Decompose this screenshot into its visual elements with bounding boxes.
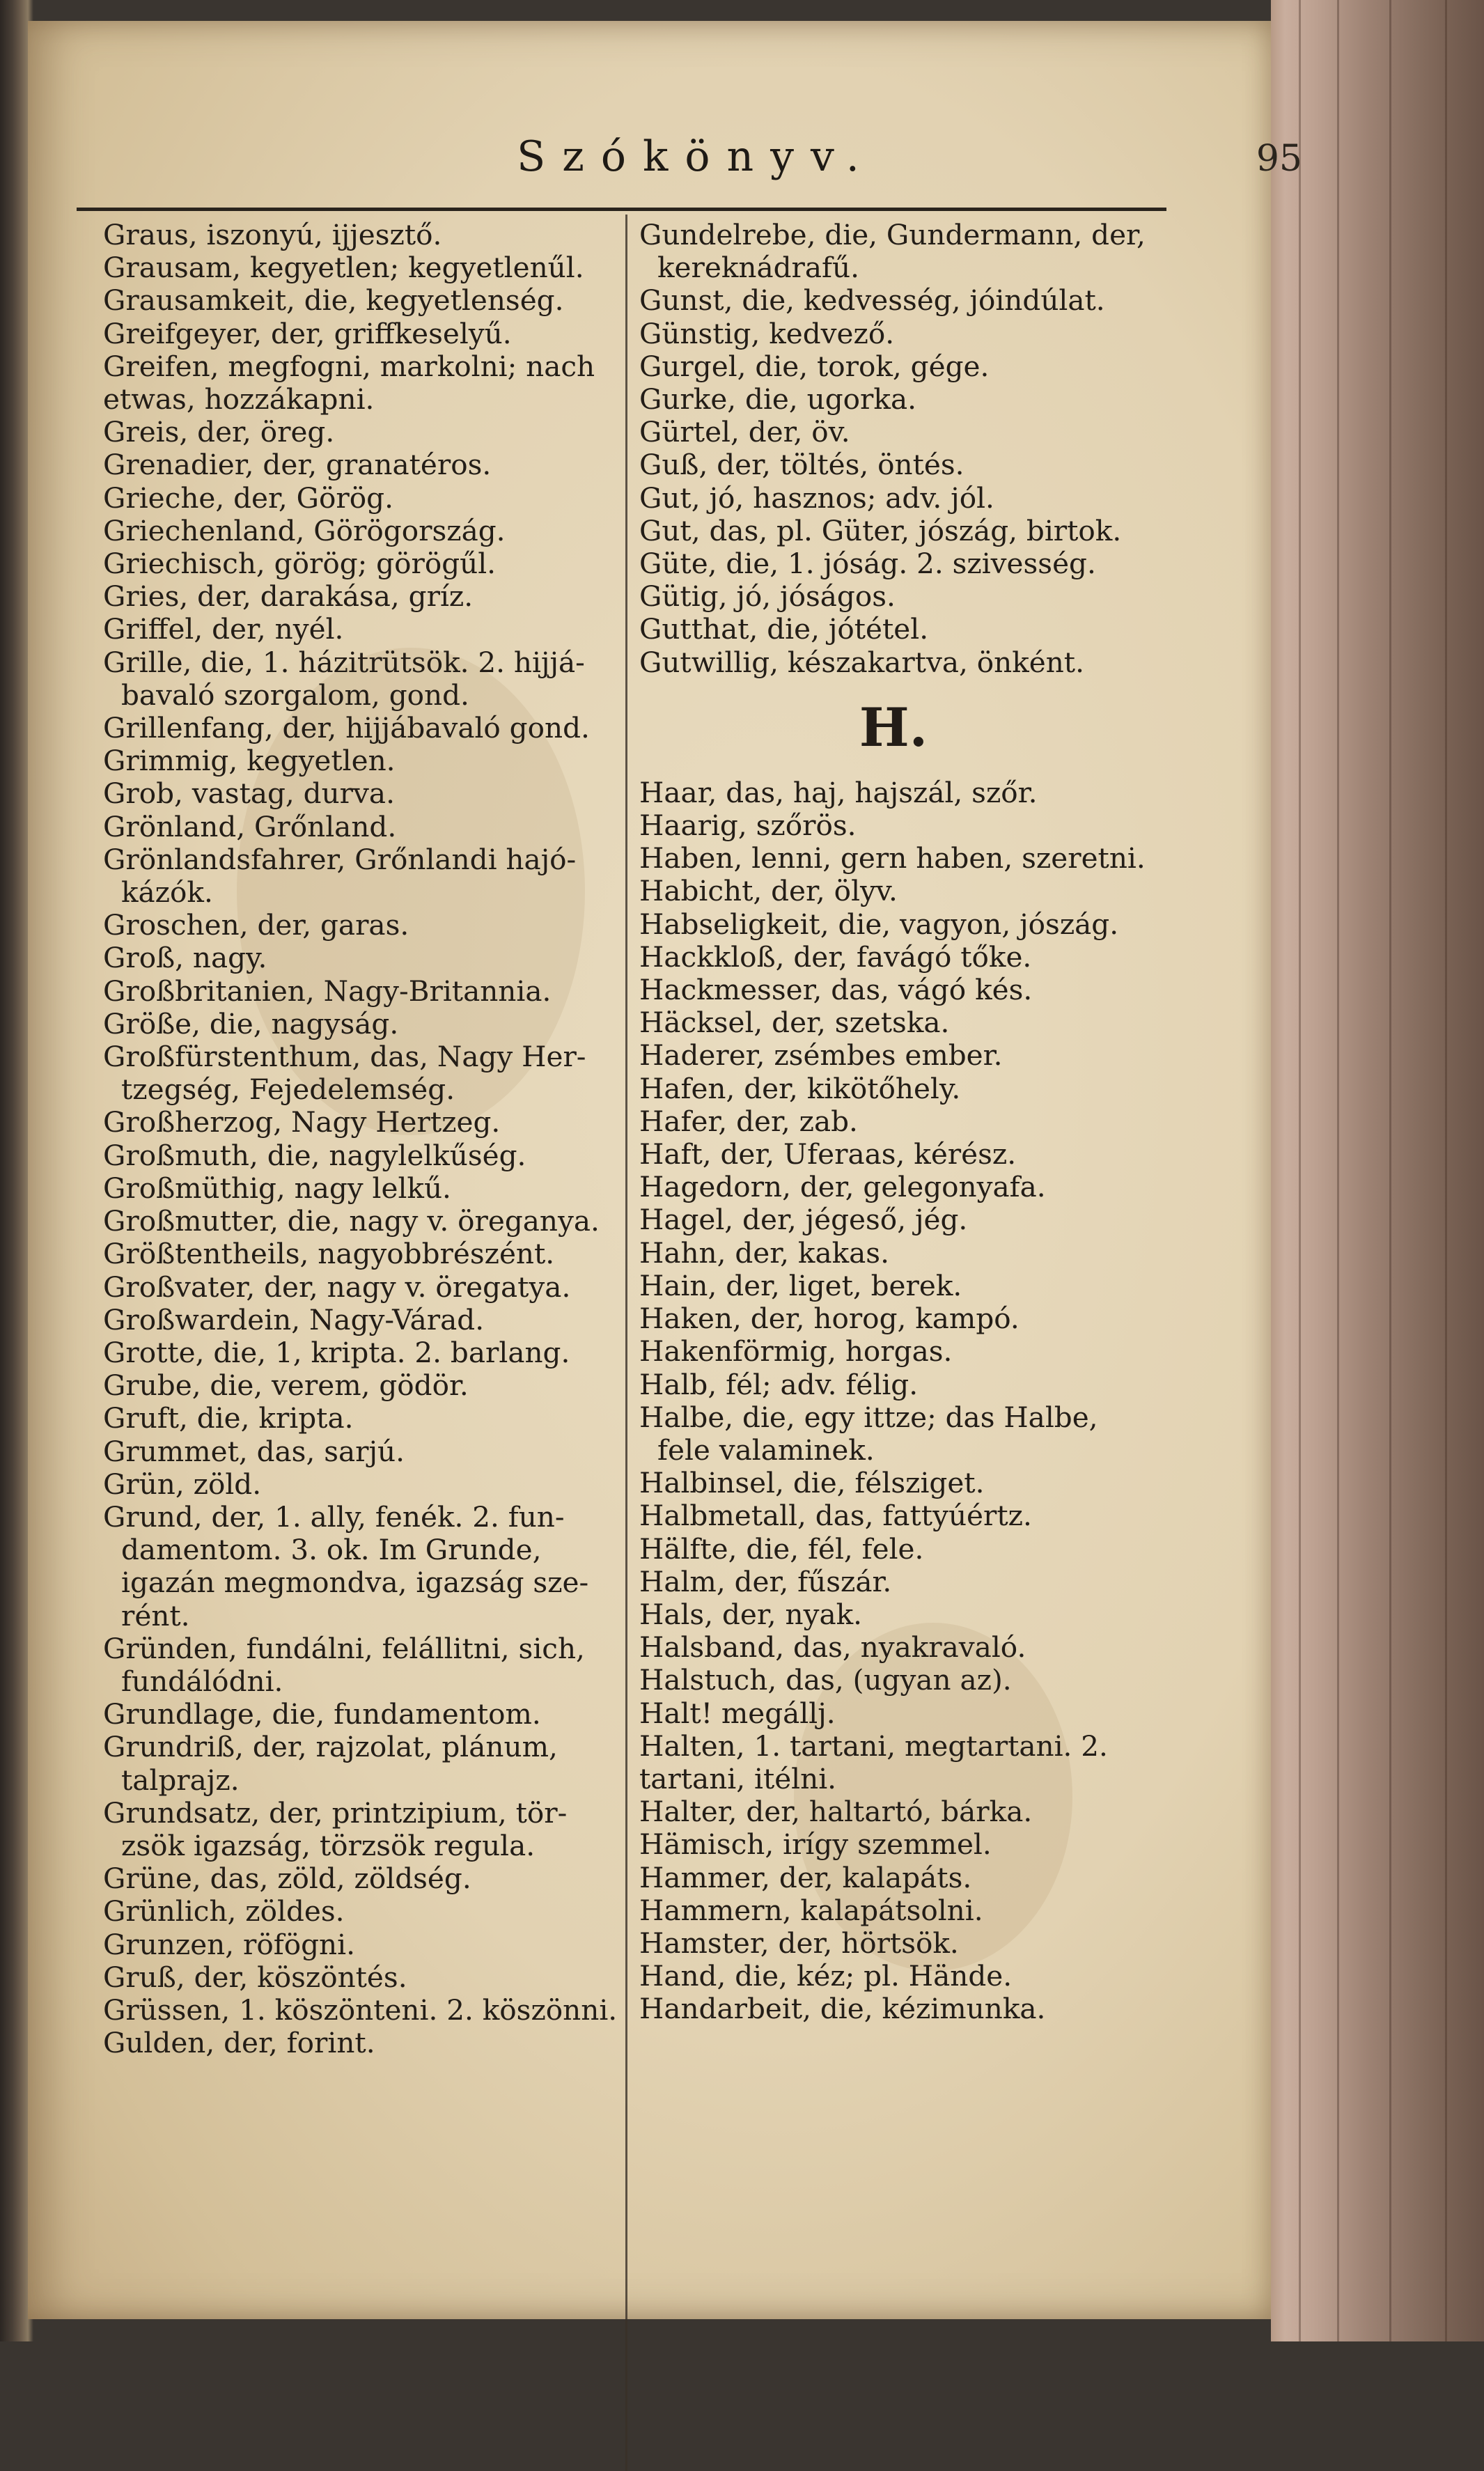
dictionary-entry-line: Hafer, der, zab. xyxy=(639,1104,858,1138)
dictionary-entry-line: Gruft, die, kripta. xyxy=(103,1401,354,1435)
dictionary-entry-line: Großfürstenthum, das, Nagy Her- xyxy=(103,1040,586,1074)
dictionary-entry-line: Hahn, der, kakas. xyxy=(639,1236,889,1270)
dictionary-page xyxy=(28,21,1302,2319)
dictionary-entry-line: Habseligkeit, die, vagyon, jószág. xyxy=(639,907,1119,941)
dictionary-entry-line: Gurgel, die, torok, gége. xyxy=(639,349,990,383)
dictionary-entry-line: Hakenförmig, horgas. xyxy=(639,1334,953,1369)
dictionary-entry-line: Gurke, die, ugorka. xyxy=(639,382,916,416)
dictionary-entry-line: Halm, der, fűszár. xyxy=(639,1564,892,1598)
dictionary-entry-line: Gründen, fundálni, felállitni, sich, xyxy=(103,1631,585,1665)
dictionary-entry-line: Groschen, der, garas. xyxy=(103,908,409,942)
dictionary-entry-line: Graus, iszonyú, ijjesztő. xyxy=(103,218,442,251)
dictionary-entry-line: Grönland, Grőnland. xyxy=(103,809,397,843)
dictionary-entry-line: Grund, der, 1. ally, fenék. 2. fun- xyxy=(103,1499,565,1534)
dictionary-entry-line: Größe, die, nagyság. xyxy=(103,1006,399,1040)
dictionary-entry-line: Halten, 1. tartani, megtartani. 2. xyxy=(639,1729,1108,1763)
dictionary-entry-line: Griechenland, Görögország. xyxy=(103,513,506,547)
dictionary-entry-line: Gürtel, der, öv. xyxy=(639,415,850,449)
dictionary-entry-line: fundálódni. xyxy=(121,1664,283,1698)
dictionary-entry-line: Grün, zöld. xyxy=(103,1467,262,1501)
dictionary-entry-line: Großherzog, Nagy Hertzeg. xyxy=(103,1105,501,1139)
dictionary-entry-line: Halb, fél; adv. félig. xyxy=(639,1367,919,1401)
dictionary-entry-line: Halter, der, haltartó, bárka. xyxy=(639,1795,1033,1829)
dictionary-entry-line: Guß, der, töltés, öntés. xyxy=(639,448,964,482)
dictionary-entry-line: Hagedorn, der, gelegonyafa. xyxy=(639,1170,1046,1204)
dictionary-entry-line: bavaló szorgalom, gond. xyxy=(121,678,469,712)
right-column-h-entries xyxy=(639,777,1189,2026)
dictionary-entry-line: Hammern, kalapátsolni. xyxy=(639,1893,983,1927)
dictionary-entry-line: Greifen, megfogni, markolni; nach xyxy=(103,349,595,383)
dictionary-entry-line: Grüssen, 1. köszönteni. 2. köszönni. xyxy=(103,1993,618,2027)
dictionary-entry-line: Groß, nagy. xyxy=(103,941,267,975)
dictionary-entry-line: rént. xyxy=(121,1598,190,1632)
dictionary-entry-line: Grönlandsfahrer, Grőnlandi hajó- xyxy=(103,842,577,876)
dictionary-entry-line: Griffel, der, nyél. xyxy=(103,612,344,646)
dictionary-entry-line: Gundelrebe, die, Gundermann, der, xyxy=(639,218,1146,251)
dictionary-entry-line: Haar, das, haj, hajszál, szőr. xyxy=(639,775,1038,809)
dictionary-entry-line: Greifgeyer, der, griffkeselyű. xyxy=(103,316,512,350)
dictionary-entry-line: Hand, die, kéz; pl. Hände. xyxy=(639,1959,1013,1993)
dictionary-entry-line: Halsband, das, nyakravaló. xyxy=(639,1630,1026,1665)
dictionary-entry-line: Großmuth, die, nagylelkűség. xyxy=(103,1138,526,1172)
dictionary-entry-line: Habicht, der, ölyv. xyxy=(639,874,898,908)
dictionary-entry-line: Hälfte, die, fél, fele. xyxy=(639,1531,924,1566)
dictionary-entry-line: Hals, der, nyak. xyxy=(639,1597,863,1631)
dictionary-entry-line: Hämisch, irígy szemmel. xyxy=(639,1827,992,1862)
dictionary-entry-line: Grünlich, zöldes. xyxy=(103,1894,345,1928)
dictionary-entry-line: Griechisch, görög; görögűl. xyxy=(103,547,497,581)
dictionary-entry-line: igazán megmondva, igazság sze- xyxy=(121,1566,589,1600)
dictionary-entry-line: Handarbeit, die, kézimunka. xyxy=(639,1992,1046,2026)
dictionary-entry-line: kereknádrafű. xyxy=(657,251,859,285)
dictionary-entry-line: Grube, die, verem, gödör. xyxy=(103,1369,469,1403)
dictionary-entry-line: tzegség, Fejedelemség. xyxy=(121,1073,455,1107)
dictionary-entry-line: Haben, lenni, gern haben, szeretni. xyxy=(639,841,1146,875)
dictionary-entry-line: Halbe, die, egy ittze; das Halbe, xyxy=(639,1400,1098,1434)
dictionary-entry-line: zsök igazság, törzsök regula. xyxy=(121,1828,536,1862)
dictionary-entry-line: Haarig, szőrös. xyxy=(639,809,857,843)
dictionary-entry-line: Greis, der, öreg. xyxy=(103,415,335,449)
left-column xyxy=(103,219,632,2059)
running-title: Szókönyv. xyxy=(517,132,876,181)
dictionary-entry-line: Grundsatz, der, printzipium, tör- xyxy=(103,1795,568,1830)
dictionary-entry-line: Hackkloß, der, favágó tőke. xyxy=(639,940,1032,974)
dictionary-entry-line: Grausamkeit, die, kegyetlenség. xyxy=(103,283,564,318)
dictionary-entry-line: Grundriß, der, rajzolat, plánum, xyxy=(103,1730,558,1764)
right-column-g-entries xyxy=(639,219,1189,679)
dictionary-entry-line: Hamster, der, hörtsök. xyxy=(639,1926,959,1960)
dictionary-entry-line: Hammer, der, kalapáts. xyxy=(639,1860,972,1894)
dictionary-entry-line: Gulden, der, forint. xyxy=(103,2026,375,2060)
dictionary-entry-line: Großwardein, Nagy-Várad. xyxy=(103,1302,485,1336)
dictionary-entry-line: Häcksel, der, szetska. xyxy=(639,1006,950,1040)
dictionary-entry-line: Halbmetall, das, fattyúértz. xyxy=(639,1499,1032,1533)
dictionary-entry-line: Grillenfang, der, hijjábavaló gond. xyxy=(103,711,590,745)
dictionary-entry-line: etwas, hozzákapni. xyxy=(103,382,375,416)
dictionary-entry-line: Großvater, der, nagy v. öregatya. xyxy=(103,1270,571,1304)
dictionary-entry-line: Grimmig, kegyetlen. xyxy=(103,744,396,778)
dictionary-entry-line: Grille, die, 1. házitrütsök. 2. hijjá- xyxy=(103,645,585,679)
dictionary-entry-line: Gutwillig, készakartva, önként. xyxy=(639,645,1084,679)
dictionary-entry-line: Grieche, der, Görög. xyxy=(103,481,393,515)
book-page-edge xyxy=(1271,0,1484,2341)
dictionary-entry-line: Grundlage, die, fundamentom. xyxy=(103,1697,541,1731)
dictionary-entry-line: tartani, itélni. xyxy=(639,1761,837,1795)
dictionary-entry-line: Hagel, der, jégeső, jég. xyxy=(639,1203,968,1237)
dictionary-entry-line: Halbinsel, die, félsziget. xyxy=(639,1466,985,1500)
dictionary-entry-line: Günstig, kedvező. xyxy=(639,316,895,350)
dictionary-entry-line: Größtentheils, nagyobbrészént. xyxy=(103,1237,555,1271)
dictionary-entry-line: Großmutter, die, nagy v. öreganya. xyxy=(103,1204,600,1238)
dictionary-entry-line: Grenadier, der, granatéros. xyxy=(103,448,492,482)
dictionary-entry-line: Gutthat, die, jótétel. xyxy=(639,612,929,646)
dictionary-entry-line: Gunst, die, kedvesség, jóindúlat. xyxy=(639,283,1105,318)
dictionary-entry-line: Hafen, der, kikötőhely. xyxy=(639,1071,961,1105)
dictionary-entry-line: kázók. xyxy=(121,875,213,910)
dictionary-entry-line: Gut, jó, hasznos; adv. jól. xyxy=(639,481,994,515)
dictionary-entry-line: Haft, der, Uferaas, kérész. xyxy=(639,1137,1017,1171)
dictionary-entry-line: Haken, der, horog, kampó. xyxy=(639,1302,1020,1336)
page-number: 95 xyxy=(1256,138,1302,180)
page-header xyxy=(77,132,1302,202)
dictionary-entry-line: Halt! megállj. xyxy=(639,1696,836,1730)
dictionary-entry-line: Hackmesser, das, vágó kés. xyxy=(639,973,1033,1007)
section-letter: H. xyxy=(859,696,928,758)
dictionary-entry-line: talprajz. xyxy=(121,1763,240,1797)
dictionary-entry-line: Gries, der, darakása, gríz. xyxy=(103,579,474,614)
dictionary-entry-line: Haderer, zsémbes ember. xyxy=(639,1038,1003,1073)
dictionary-entry-line: Grausam, kegyetlen; kegyetlenűl. xyxy=(103,251,584,285)
dictionary-entry-line: Grob, vastag, durva. xyxy=(103,777,395,811)
dictionary-entry-line: Grunzen, röfögni. xyxy=(103,1927,355,1961)
dictionary-entry-line: Gütig, jó, jóságos. xyxy=(639,579,896,614)
right-column xyxy=(639,219,1189,2026)
header-rule xyxy=(77,208,1166,211)
dictionary-entry-line: Grummet, das, sarjú. xyxy=(103,1434,405,1468)
dictionary-entry-line: Halstuch, das, (ugyan az). xyxy=(639,1663,1012,1697)
dictionary-entry-line: Hain, der, liget, berek. xyxy=(639,1268,962,1302)
dictionary-entry-line: Gruß, der, köszöntés. xyxy=(103,1960,407,1994)
dictionary-entry-line: Großbritanien, Nagy-Britannia. xyxy=(103,974,552,1008)
dictionary-entry-line: Großmüthig, nagy lelkű. xyxy=(103,1171,451,1205)
dictionary-entry-line: Grotte, die, 1, kripta. 2. barlang. xyxy=(103,1335,570,1369)
dictionary-entry-line: fele valaminek. xyxy=(657,1433,875,1467)
dictionary-entry-line: Grüne, das, zöld, zöldség. xyxy=(103,1862,471,1896)
dictionary-entry-line: Güte, die, 1. jóság. 2. szivesség. xyxy=(639,547,1096,581)
dictionary-entry-line: Gut, das, pl. Güter, jószág, birtok. xyxy=(639,513,1122,547)
dictionary-entry-line: damentom. 3. ok. Im Grunde, xyxy=(121,1533,542,1567)
